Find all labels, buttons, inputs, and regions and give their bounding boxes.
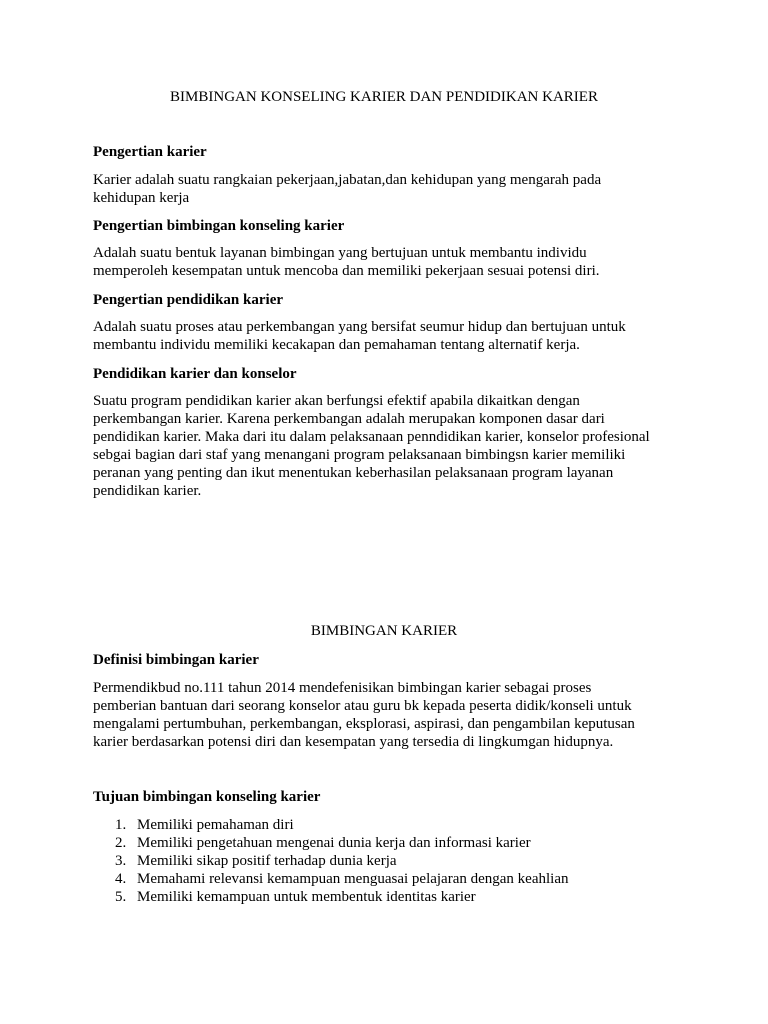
paragraph-line: Permendikbud no.111 tahun 2014 mendefenisikan bimbingan karier sebagai proses	[93, 680, 592, 696]
paragraph-line: Suatu program pendidikan karier akan berfungsi efektif apabila dikaitkan dengan	[93, 393, 580, 409]
document-title: BIMBINGAN KONSELING KARIER DAN PENDIDIKAN KARIER	[170, 89, 598, 105]
list-item	[93, 870, 693, 888]
paragraph-pendidikan-karier-konselor	[93, 392, 673, 500]
list-item-number: 4.	[115, 871, 127, 887]
tujuan-list	[93, 816, 693, 906]
list-item-number: 2.	[115, 835, 127, 851]
paragraph-bimbingan-konseling-karier	[93, 244, 673, 280]
list-item-text: Memiliki pemahaman diri	[137, 817, 294, 833]
paragraph-line: sebgai bagian dari staf yang menangani program pelaksanaan bimbingsn karier memiliki	[93, 447, 626, 463]
list-item-number: 3.	[115, 853, 127, 869]
paragraph-line: peranan yang penting dan ikut menentukan keberhasilan pelaksanaan program layanan	[93, 465, 614, 481]
paragraph-line: Adalah suatu bentuk layanan bimbingan yang bertujuan untuk membantu individu	[93, 245, 587, 261]
paragraph-line: Adalah suatu proses atau perkembangan yang bersifat seumur hidup dan bertujuan untuk	[93, 319, 626, 335]
paragraph-line: pemberian bantuan dari seorang konselor atau guru bk kepada peserta didik/konseli untuk	[93, 698, 632, 714]
section-heading-pendidikan-karier: Pengertian pendidikan karier	[93, 292, 284, 308]
list-item-text: Memiliki sikap positif terhadap dunia kerja	[137, 853, 397, 869]
section-heading-pendidikan-karier-konselor: Pendidikan karier dan konselor	[93, 366, 297, 382]
paragraph-line: karier berdasarkan potensi diri dan kesempatan yang tersedia di lingkumgan hidupnya.	[93, 734, 614, 750]
list-item	[93, 816, 693, 834]
section-heading-definisi-bimbingan-karier: Definisi bimbingan karier	[93, 652, 259, 668]
section-heading-tujuan-bimbingan: Tujuan bimbingan konseling karier	[93, 789, 321, 805]
section-heading-bimbingan-konseling-karier: Pengertian bimbingan konseling karier	[93, 218, 345, 234]
list-item	[93, 888, 693, 906]
section-heading-pengertian-karier: Pengertian karier	[93, 144, 207, 160]
paragraph-line: membantu individu memiliki kecakapan dan pemahaman tentang alternatif kerja.	[93, 337, 580, 353]
paragraph-line: pendidikan karier. Maka dari itu dalam pelaksanaan penndidikan karier, konselor profesional	[93, 429, 650, 445]
list-item-text: Memahami relevansi kemampuan menguasai pelajaran dengan keahlian	[137, 871, 569, 887]
paragraph-line: pendidikan karier.	[93, 483, 202, 499]
list-item-number: 5.	[115, 889, 127, 905]
paragraph-definisi-bimbingan-karier	[93, 679, 673, 751]
list-item	[93, 834, 693, 852]
list-item-text: Memiliki kemampuan untuk membentuk identitas karier	[137, 889, 476, 905]
paragraph-line: perkembangan karier. Karena perkembangan adalah merupakan komponen dasar dari	[93, 411, 605, 427]
list-item-text: Memiliki pengetahuan mengenai dunia kerja dan informasi karier	[137, 835, 531, 851]
paragraph-pengertian-karier	[93, 171, 673, 207]
list-item	[93, 852, 693, 870]
paragraph-pendidikan-karier	[93, 318, 673, 354]
list-item-number: 1.	[115, 817, 127, 833]
section-title-bimbingan-karier: BIMBINGAN KARIER	[310, 623, 458, 639]
paragraph-line: memperoleh kesempatan untuk mencoba dan memiliki pekerjaan sesuai potensi diri.	[93, 263, 600, 279]
paragraph-line: kehidupan kerja	[93, 190, 190, 206]
paragraph-line: mengalami pertumbuhan, perkembangan, eksplorasi, aspirasi, dan pengambilan keputusan	[93, 716, 635, 732]
paragraph-line: Karier adalah suatu rangkaian pekerjaan,jabatan,dan kehidupan yang mengarah pada	[93, 172, 602, 188]
